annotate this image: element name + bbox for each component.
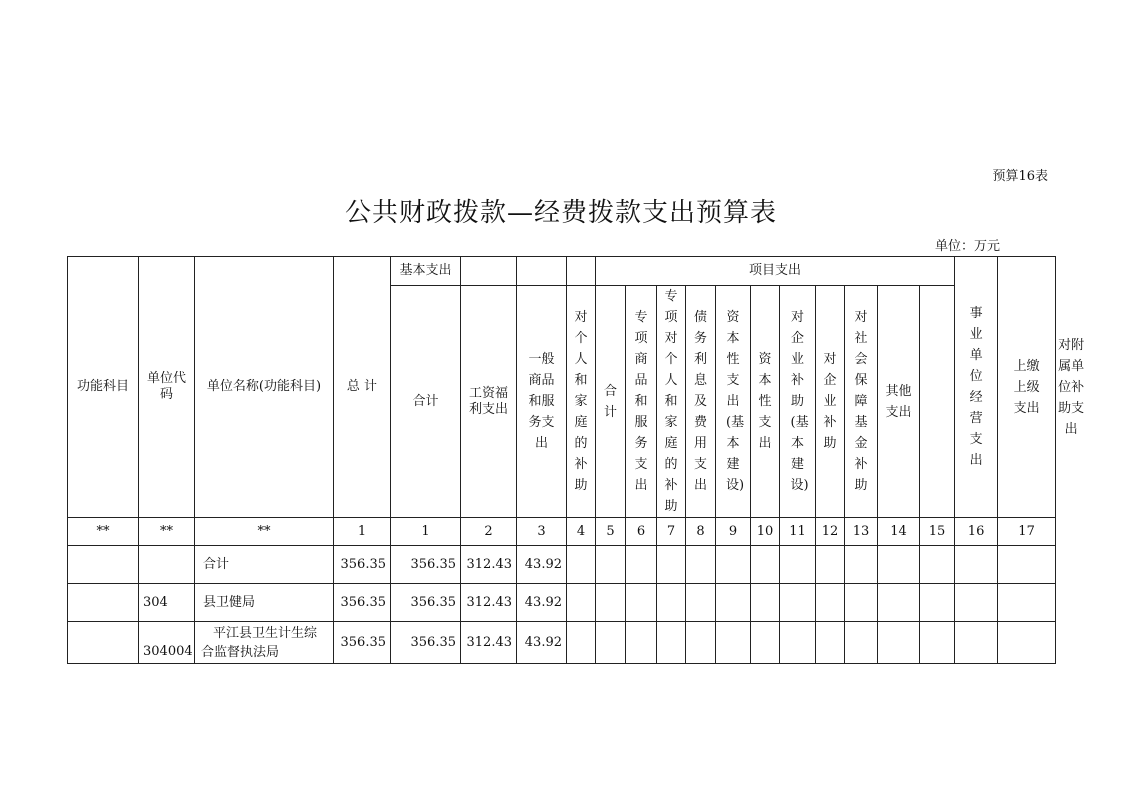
header-func-subject: 功能科目 <box>68 257 139 518</box>
table-row <box>68 622 1056 664</box>
name-cell: 平江县卫生计生综合监督执法局 <box>195 622 334 664</box>
table-row <box>68 546 1056 584</box>
header-unit-code: 单位代码 <box>139 257 195 518</box>
name-cell: 县卫健局 <box>195 584 334 622</box>
index-cell: 16 <box>955 518 998 546</box>
header-wages: 工资福利支出 <box>461 286 517 518</box>
goods-cell: 43.92 <box>517 622 567 664</box>
header-enterprise: 对企业补助 <box>816 286 845 518</box>
header-empty <box>517 257 567 286</box>
index-cell: 14 <box>878 518 920 546</box>
func-cell <box>68 584 139 622</box>
index-cell: 2 <box>461 518 517 546</box>
index-cell: 17 <box>998 518 1056 546</box>
header-basic-total: 合计 <box>391 286 461 518</box>
header-enterprise-basic: 对企业补助(基本建设) <box>780 286 816 518</box>
header-unit-name: 单位名称(功能科目) <box>195 257 334 518</box>
basic-total-cell: 356.35 <box>391 622 461 664</box>
index-cell: 15 <box>920 518 955 546</box>
goods-cell: 43.92 <box>517 546 567 584</box>
index-cell: 5 <box>596 518 626 546</box>
header-proj-goods: 专项商品和服务支出 <box>626 286 657 518</box>
unit-label: 单位：万元 <box>934 239 1000 254</box>
total-cell: 356.35 <box>334 622 391 664</box>
header-personal: 对个人和家庭的补助 <box>567 286 596 518</box>
index-cell: 13 <box>845 518 878 546</box>
code-cell <box>139 546 195 584</box>
header-total: 总 计 <box>334 257 391 518</box>
table-row <box>68 584 1056 622</box>
index-row <box>68 518 1056 546</box>
page-title: 公共财政拨款—经费拨款支出预算表 <box>344 198 777 228</box>
header-goods: 一般商品和服务支出 <box>517 286 567 518</box>
code-cell: 304004 <box>139 622 195 664</box>
index-cell: 1 <box>334 518 391 546</box>
index-cell: 11 <box>780 518 816 546</box>
header-proj-total: 合计 <box>596 286 626 518</box>
func-cell <box>68 546 139 584</box>
header-basic-group: 基本支出 <box>391 257 461 286</box>
index-cell: 4 <box>567 518 596 546</box>
name-cell: 合计 <box>195 546 334 584</box>
header-empty <box>567 257 596 286</box>
index-cell: 8 <box>686 518 716 546</box>
wages-cell: 312.43 <box>461 546 517 584</box>
header-business: 事业单位经营支出 <box>955 257 998 518</box>
budget-table: 功能科目 单位代码 单位名称(功能科目) 总 计 基本支出 项目支出 事业单位经营支出 上缴上级支出 对附属单位补助支出 合计 工资福利支出 一般商品和服务支出 对个人和家庭的补助 合计 专项商品和服务支出 专项对个人和家庭的补助 债务利息及费用支出 资本性支出(基本建设) 资本性支出 对企业补助(基本建设) 对企业补助 对社会保障基金补助 其他支出 ** ** ** 1 1 2 3 4 5 6 7 8 9 10 11 12 13 14 15 16 17 合计 356.35 356.35 312.43 43.92 304 县卫健局 356.35 356.35 312.43 43.92 304004 平江县卫生计生综合监督执法局 356.35 356.35 312.43 43.92 <box>67 256 1056 664</box>
index-cell: ** <box>195 518 334 546</box>
func-cell <box>68 622 139 664</box>
index-cell: 1 <box>391 518 461 546</box>
header-other: 其他支出 <box>878 286 920 518</box>
total-cell: 356.35 <box>334 546 391 584</box>
header-debt: 债务利息及费用支出 <box>686 286 716 518</box>
index-cell: 7 <box>657 518 686 546</box>
wages-cell: 312.43 <box>461 622 517 664</box>
index-cell: ** <box>139 518 195 546</box>
form-number: 预算16表 <box>992 169 1048 184</box>
index-cell: 12 <box>816 518 845 546</box>
header-proj-personal: 专项对个人和家庭的补助 <box>657 286 686 518</box>
total-cell: 356.35 <box>334 584 391 622</box>
header-capital-basic: 资本性支出(基本建设) <box>716 286 751 518</box>
header-social: 对社会保障基金补助 <box>845 286 878 518</box>
header-project-group: 项目支出 <box>596 257 955 286</box>
index-cell: ** <box>68 518 139 546</box>
goods-cell: 43.92 <box>517 584 567 622</box>
code-cell: 304 <box>139 584 195 622</box>
header-upper: 上缴上级支出 <box>998 257 1056 518</box>
basic-total-cell: 356.35 <box>391 546 461 584</box>
index-cell: 3 <box>517 518 567 546</box>
header-empty <box>461 257 517 286</box>
wages-cell: 312.43 <box>461 584 517 622</box>
header-capital: 资本性支出 <box>751 286 780 518</box>
index-cell: 6 <box>626 518 657 546</box>
index-cell: 9 <box>716 518 751 546</box>
basic-total-cell: 356.35 <box>391 584 461 622</box>
index-cell: 10 <box>751 518 780 546</box>
